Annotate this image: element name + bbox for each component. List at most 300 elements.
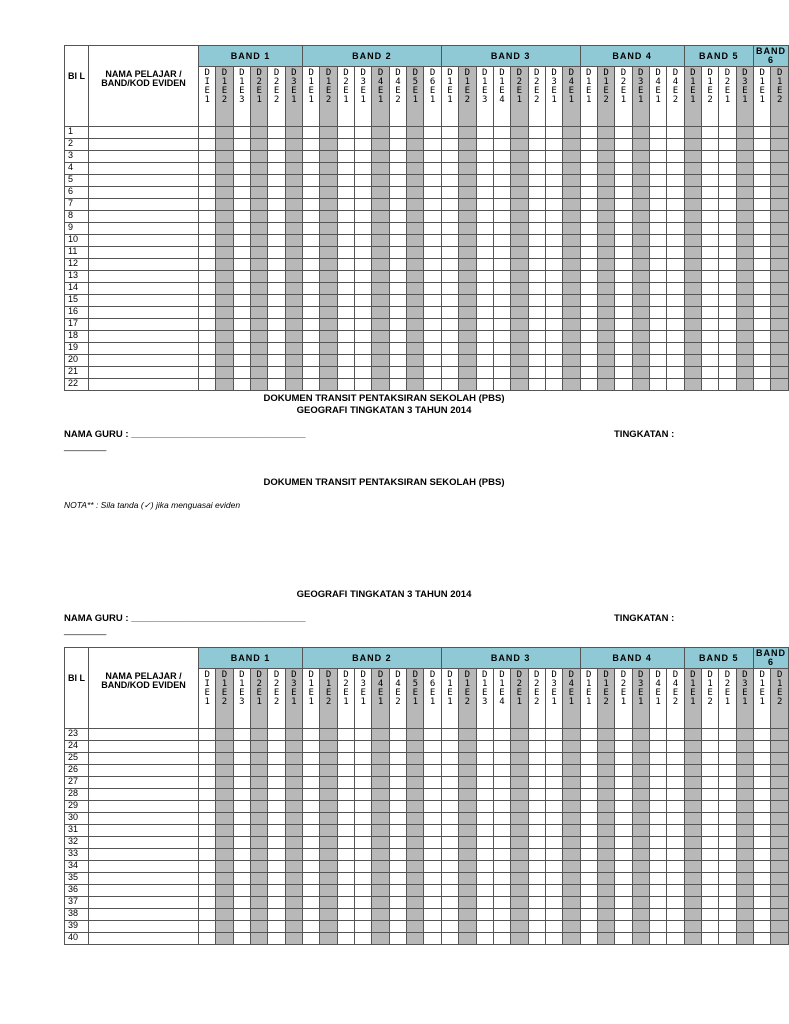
check-cell[interactable] xyxy=(285,909,302,921)
check-cell[interactable] xyxy=(667,861,684,873)
check-cell[interactable] xyxy=(667,163,684,175)
check-cell[interactable] xyxy=(719,355,736,367)
check-cell[interactable] xyxy=(754,753,771,765)
student-name-cell[interactable] xyxy=(89,379,199,391)
check-cell[interactable] xyxy=(719,897,736,909)
check-cell[interactable] xyxy=(320,139,337,151)
check-cell[interactable] xyxy=(597,127,614,139)
check-cell[interactable] xyxy=(233,283,250,295)
check-cell[interactable] xyxy=(528,283,545,295)
check-cell[interactable] xyxy=(754,235,771,247)
check-cell[interactable] xyxy=(459,379,476,391)
check-cell[interactable] xyxy=(337,813,354,825)
check-cell[interactable] xyxy=(268,343,285,355)
check-cell[interactable] xyxy=(320,789,337,801)
check-cell[interactable] xyxy=(441,259,458,271)
check-cell[interactable] xyxy=(701,753,718,765)
check-cell[interactable] xyxy=(684,873,701,885)
check-cell[interactable] xyxy=(719,235,736,247)
check-cell[interactable] xyxy=(337,199,354,211)
check-cell[interactable] xyxy=(545,741,562,753)
check-cell[interactable] xyxy=(545,139,562,151)
check-cell[interactable] xyxy=(268,187,285,199)
check-cell[interactable] xyxy=(545,343,562,355)
check-cell[interactable] xyxy=(615,777,632,789)
check-cell[interactable] xyxy=(233,247,250,259)
check-cell[interactable] xyxy=(320,211,337,223)
check-cell[interactable] xyxy=(303,271,320,283)
check-cell[interactable] xyxy=(268,885,285,897)
check-cell[interactable] xyxy=(649,259,666,271)
check-cell[interactable] xyxy=(337,909,354,921)
check-cell[interactable] xyxy=(511,367,528,379)
check-cell[interactable] xyxy=(649,825,666,837)
check-cell[interactable] xyxy=(320,187,337,199)
student-name-cell[interactable] xyxy=(89,343,199,355)
check-cell[interactable] xyxy=(684,283,701,295)
check-cell[interactable] xyxy=(441,825,458,837)
check-cell[interactable] xyxy=(233,885,250,897)
check-cell[interactable] xyxy=(563,211,580,223)
check-cell[interactable] xyxy=(303,259,320,271)
check-cell[interactable] xyxy=(736,163,753,175)
check-cell[interactable] xyxy=(528,909,545,921)
check-cell[interactable] xyxy=(320,801,337,813)
check-cell[interactable] xyxy=(476,235,493,247)
check-cell[interactable] xyxy=(528,331,545,343)
check-cell[interactable] xyxy=(615,247,632,259)
check-cell[interactable] xyxy=(684,319,701,331)
check-cell[interactable] xyxy=(632,837,649,849)
check-cell[interactable] xyxy=(701,247,718,259)
check-cell[interactable] xyxy=(771,849,789,861)
check-cell[interactable] xyxy=(320,295,337,307)
check-cell[interactable] xyxy=(684,849,701,861)
check-cell[interactable] xyxy=(337,753,354,765)
check-cell[interactable] xyxy=(372,849,389,861)
check-cell[interactable] xyxy=(511,909,528,921)
check-cell[interactable] xyxy=(251,235,268,247)
check-cell[interactable] xyxy=(320,861,337,873)
check-cell[interactable] xyxy=(615,885,632,897)
check-cell[interactable] xyxy=(667,933,684,945)
check-cell[interactable] xyxy=(580,187,597,199)
check-cell[interactable] xyxy=(303,319,320,331)
check-cell[interactable] xyxy=(372,163,389,175)
check-cell[interactable] xyxy=(337,247,354,259)
check-cell[interactable] xyxy=(199,355,216,367)
check-cell[interactable] xyxy=(684,187,701,199)
check-cell[interactable] xyxy=(372,319,389,331)
check-cell[interactable] xyxy=(355,765,372,777)
check-cell[interactable] xyxy=(337,741,354,753)
check-cell[interactable] xyxy=(528,379,545,391)
check-cell[interactable] xyxy=(199,199,216,211)
check-cell[interactable] xyxy=(701,331,718,343)
check-cell[interactable] xyxy=(667,175,684,187)
check-cell[interactable] xyxy=(372,921,389,933)
check-cell[interactable] xyxy=(459,331,476,343)
check-cell[interactable] xyxy=(389,223,406,235)
check-cell[interactable] xyxy=(771,235,789,247)
check-cell[interactable] xyxy=(632,163,649,175)
check-cell[interactable] xyxy=(649,837,666,849)
check-cell[interactable] xyxy=(320,259,337,271)
check-cell[interactable] xyxy=(424,825,441,837)
check-cell[interactable] xyxy=(268,235,285,247)
check-cell[interactable] xyxy=(528,837,545,849)
check-cell[interactable] xyxy=(667,873,684,885)
check-cell[interactable] xyxy=(771,921,789,933)
check-cell[interactable] xyxy=(476,259,493,271)
check-cell[interactable] xyxy=(199,909,216,921)
check-cell[interactable] xyxy=(476,307,493,319)
check-cell[interactable] xyxy=(736,885,753,897)
check-cell[interactable] xyxy=(320,873,337,885)
check-cell[interactable] xyxy=(441,163,458,175)
check-cell[interactable] xyxy=(684,367,701,379)
check-cell[interactable] xyxy=(372,187,389,199)
check-cell[interactable] xyxy=(424,271,441,283)
check-cell[interactable] xyxy=(459,307,476,319)
check-cell[interactable] xyxy=(719,295,736,307)
check-cell[interactable] xyxy=(268,825,285,837)
check-cell[interactable] xyxy=(441,235,458,247)
check-cell[interactable] xyxy=(771,837,789,849)
check-cell[interactable] xyxy=(285,331,302,343)
check-cell[interactable] xyxy=(199,259,216,271)
check-cell[interactable] xyxy=(337,259,354,271)
check-cell[interactable] xyxy=(754,777,771,789)
check-cell[interactable] xyxy=(303,139,320,151)
check-cell[interactable] xyxy=(389,259,406,271)
check-cell[interactable] xyxy=(632,873,649,885)
check-cell[interactable] xyxy=(389,307,406,319)
check-cell[interactable] xyxy=(459,921,476,933)
check-cell[interactable] xyxy=(511,235,528,247)
check-cell[interactable] xyxy=(268,849,285,861)
check-cell[interactable] xyxy=(597,933,614,945)
check-cell[interactable] xyxy=(615,837,632,849)
check-cell[interactable] xyxy=(684,295,701,307)
check-cell[interactable] xyxy=(701,933,718,945)
check-cell[interactable] xyxy=(337,729,354,741)
check-cell[interactable] xyxy=(320,223,337,235)
check-cell[interactable] xyxy=(736,777,753,789)
check-cell[interactable] xyxy=(268,801,285,813)
check-cell[interactable] xyxy=(493,139,510,151)
check-cell[interactable] xyxy=(268,729,285,741)
check-cell[interactable] xyxy=(736,127,753,139)
check-cell[interactable] xyxy=(632,777,649,789)
check-cell[interactable] xyxy=(424,187,441,199)
check-cell[interactable] xyxy=(355,379,372,391)
check-cell[interactable] xyxy=(233,789,250,801)
check-cell[interactable] xyxy=(736,151,753,163)
check-cell[interactable] xyxy=(199,307,216,319)
check-cell[interactable] xyxy=(563,765,580,777)
check-cell[interactable] xyxy=(632,139,649,151)
check-cell[interactable] xyxy=(268,211,285,223)
check-cell[interactable] xyxy=(736,223,753,235)
check-cell[interactable] xyxy=(251,813,268,825)
check-cell[interactable] xyxy=(216,259,233,271)
check-cell[interactable] xyxy=(372,139,389,151)
check-cell[interactable] xyxy=(754,331,771,343)
check-cell[interactable] xyxy=(667,211,684,223)
check-cell[interactable] xyxy=(303,199,320,211)
check-cell[interactable] xyxy=(667,765,684,777)
check-cell[interactable] xyxy=(771,139,789,151)
check-cell[interactable] xyxy=(337,801,354,813)
check-cell[interactable] xyxy=(320,355,337,367)
check-cell[interactable] xyxy=(459,283,476,295)
check-cell[interactable] xyxy=(597,355,614,367)
check-cell[interactable] xyxy=(372,729,389,741)
check-cell[interactable] xyxy=(667,849,684,861)
check-cell[interactable] xyxy=(355,367,372,379)
check-cell[interactable] xyxy=(441,199,458,211)
check-cell[interactable] xyxy=(268,897,285,909)
check-cell[interactable] xyxy=(441,307,458,319)
check-cell[interactable] xyxy=(771,331,789,343)
check-cell[interactable] xyxy=(649,849,666,861)
check-cell[interactable] xyxy=(632,319,649,331)
check-cell[interactable] xyxy=(615,307,632,319)
check-cell[interactable] xyxy=(389,753,406,765)
check-cell[interactable] xyxy=(649,355,666,367)
check-cell[interactable] xyxy=(493,211,510,223)
check-cell[interactable] xyxy=(372,331,389,343)
check-cell[interactable] xyxy=(355,825,372,837)
check-cell[interactable] xyxy=(667,921,684,933)
check-cell[interactable] xyxy=(233,379,250,391)
check-cell[interactable] xyxy=(389,837,406,849)
check-cell[interactable] xyxy=(580,753,597,765)
check-cell[interactable] xyxy=(632,897,649,909)
check-cell[interactable] xyxy=(615,259,632,271)
check-cell[interactable] xyxy=(701,223,718,235)
check-cell[interactable] xyxy=(684,861,701,873)
check-cell[interactable] xyxy=(268,777,285,789)
check-cell[interactable] xyxy=(736,355,753,367)
check-cell[interactable] xyxy=(632,789,649,801)
check-cell[interactable] xyxy=(667,343,684,355)
check-cell[interactable] xyxy=(303,163,320,175)
check-cell[interactable] xyxy=(736,849,753,861)
check-cell[interactable] xyxy=(216,741,233,753)
check-cell[interactable] xyxy=(441,909,458,921)
check-cell[interactable] xyxy=(615,163,632,175)
check-cell[interactable] xyxy=(303,897,320,909)
check-cell[interactable] xyxy=(407,163,424,175)
check-cell[interactable] xyxy=(372,379,389,391)
check-cell[interactable] xyxy=(511,247,528,259)
check-cell[interactable] xyxy=(528,765,545,777)
check-cell[interactable] xyxy=(389,367,406,379)
check-cell[interactable] xyxy=(303,331,320,343)
check-cell[interactable] xyxy=(580,367,597,379)
check-cell[interactable] xyxy=(407,741,424,753)
check-cell[interactable] xyxy=(597,837,614,849)
student-name-cell[interactable] xyxy=(89,801,199,813)
check-cell[interactable] xyxy=(251,729,268,741)
check-cell[interactable] xyxy=(199,367,216,379)
check-cell[interactable] xyxy=(597,175,614,187)
check-cell[interactable] xyxy=(545,837,562,849)
check-cell[interactable] xyxy=(320,813,337,825)
check-cell[interactable] xyxy=(372,873,389,885)
check-cell[interactable] xyxy=(233,897,250,909)
check-cell[interactable] xyxy=(528,849,545,861)
check-cell[interactable] xyxy=(545,211,562,223)
check-cell[interactable] xyxy=(303,837,320,849)
check-cell[interactable] xyxy=(719,921,736,933)
check-cell[interactable] xyxy=(511,307,528,319)
check-cell[interactable] xyxy=(528,187,545,199)
check-cell[interactable] xyxy=(615,223,632,235)
check-cell[interactable] xyxy=(372,127,389,139)
check-cell[interactable] xyxy=(493,175,510,187)
check-cell[interactable] xyxy=(424,211,441,223)
check-cell[interactable] xyxy=(684,307,701,319)
check-cell[interactable] xyxy=(736,873,753,885)
check-cell[interactable] xyxy=(251,211,268,223)
student-name-cell[interactable] xyxy=(89,295,199,307)
check-cell[interactable] xyxy=(597,921,614,933)
check-cell[interactable] xyxy=(441,175,458,187)
check-cell[interactable] xyxy=(649,247,666,259)
check-cell[interactable] xyxy=(303,367,320,379)
check-cell[interactable] xyxy=(563,307,580,319)
check-cell[interactable] xyxy=(476,909,493,921)
check-cell[interactable] xyxy=(372,355,389,367)
check-cell[interactable] xyxy=(424,343,441,355)
check-cell[interactable] xyxy=(511,801,528,813)
check-cell[interactable] xyxy=(615,861,632,873)
check-cell[interactable] xyxy=(528,247,545,259)
check-cell[interactable] xyxy=(216,127,233,139)
check-cell[interactable] xyxy=(285,873,302,885)
check-cell[interactable] xyxy=(216,801,233,813)
check-cell[interactable] xyxy=(251,151,268,163)
check-cell[interactable] xyxy=(545,765,562,777)
check-cell[interactable] xyxy=(754,921,771,933)
check-cell[interactable] xyxy=(719,307,736,319)
check-cell[interactable] xyxy=(632,271,649,283)
check-cell[interactable] xyxy=(649,813,666,825)
check-cell[interactable] xyxy=(493,151,510,163)
check-cell[interactable] xyxy=(563,897,580,909)
check-cell[interactable] xyxy=(199,837,216,849)
check-cell[interactable] xyxy=(372,367,389,379)
check-cell[interactable] xyxy=(545,825,562,837)
check-cell[interactable] xyxy=(407,367,424,379)
check-cell[interactable] xyxy=(389,729,406,741)
check-cell[interactable] xyxy=(233,211,250,223)
check-cell[interactable] xyxy=(667,367,684,379)
check-cell[interactable] xyxy=(771,909,789,921)
check-cell[interactable] xyxy=(736,199,753,211)
check-cell[interactable] xyxy=(615,789,632,801)
check-cell[interactable] xyxy=(736,259,753,271)
student-name-cell[interactable] xyxy=(89,199,199,211)
check-cell[interactable] xyxy=(632,885,649,897)
check-cell[interactable] xyxy=(771,355,789,367)
check-cell[interactable] xyxy=(233,729,250,741)
check-cell[interactable] xyxy=(459,175,476,187)
check-cell[interactable] xyxy=(736,307,753,319)
check-cell[interactable] xyxy=(389,271,406,283)
check-cell[interactable] xyxy=(684,139,701,151)
check-cell[interactable] xyxy=(754,175,771,187)
check-cell[interactable] xyxy=(476,355,493,367)
check-cell[interactable] xyxy=(476,765,493,777)
check-cell[interactable] xyxy=(701,849,718,861)
check-cell[interactable] xyxy=(701,199,718,211)
check-cell[interactable] xyxy=(303,777,320,789)
check-cell[interactable] xyxy=(493,909,510,921)
check-cell[interactable] xyxy=(407,295,424,307)
check-cell[interactable] xyxy=(597,163,614,175)
check-cell[interactable] xyxy=(337,897,354,909)
check-cell[interactable] xyxy=(493,271,510,283)
check-cell[interactable] xyxy=(771,175,789,187)
check-cell[interactable] xyxy=(320,283,337,295)
check-cell[interactable] xyxy=(199,885,216,897)
student-name-cell[interactable] xyxy=(89,355,199,367)
check-cell[interactable] xyxy=(303,801,320,813)
check-cell[interactable] xyxy=(667,355,684,367)
check-cell[interactable] xyxy=(372,825,389,837)
student-name-cell[interactable] xyxy=(89,825,199,837)
check-cell[interactable] xyxy=(424,259,441,271)
check-cell[interactable] xyxy=(649,741,666,753)
check-cell[interactable] xyxy=(528,175,545,187)
check-cell[interactable] xyxy=(684,151,701,163)
check-cell[interactable] xyxy=(528,151,545,163)
check-cell[interactable] xyxy=(511,921,528,933)
check-cell[interactable] xyxy=(407,199,424,211)
check-cell[interactable] xyxy=(615,801,632,813)
check-cell[interactable] xyxy=(268,765,285,777)
check-cell[interactable] xyxy=(459,367,476,379)
check-cell[interactable] xyxy=(632,729,649,741)
check-cell[interactable] xyxy=(754,247,771,259)
check-cell[interactable] xyxy=(597,753,614,765)
student-name-cell[interactable] xyxy=(89,933,199,945)
check-cell[interactable] xyxy=(476,777,493,789)
check-cell[interactable] xyxy=(736,379,753,391)
check-cell[interactable] xyxy=(424,295,441,307)
check-cell[interactable] xyxy=(251,367,268,379)
check-cell[interactable] xyxy=(320,175,337,187)
check-cell[interactable] xyxy=(511,271,528,283)
check-cell[interactable] xyxy=(233,873,250,885)
check-cell[interactable] xyxy=(320,729,337,741)
check-cell[interactable] xyxy=(407,765,424,777)
check-cell[interactable] xyxy=(389,211,406,223)
check-cell[interactable] xyxy=(320,319,337,331)
check-cell[interactable] xyxy=(649,729,666,741)
check-cell[interactable] xyxy=(233,235,250,247)
check-cell[interactable] xyxy=(459,355,476,367)
check-cell[interactable] xyxy=(407,211,424,223)
check-cell[interactable] xyxy=(216,211,233,223)
check-cell[interactable] xyxy=(754,837,771,849)
check-cell[interactable] xyxy=(251,825,268,837)
check-cell[interactable] xyxy=(597,777,614,789)
